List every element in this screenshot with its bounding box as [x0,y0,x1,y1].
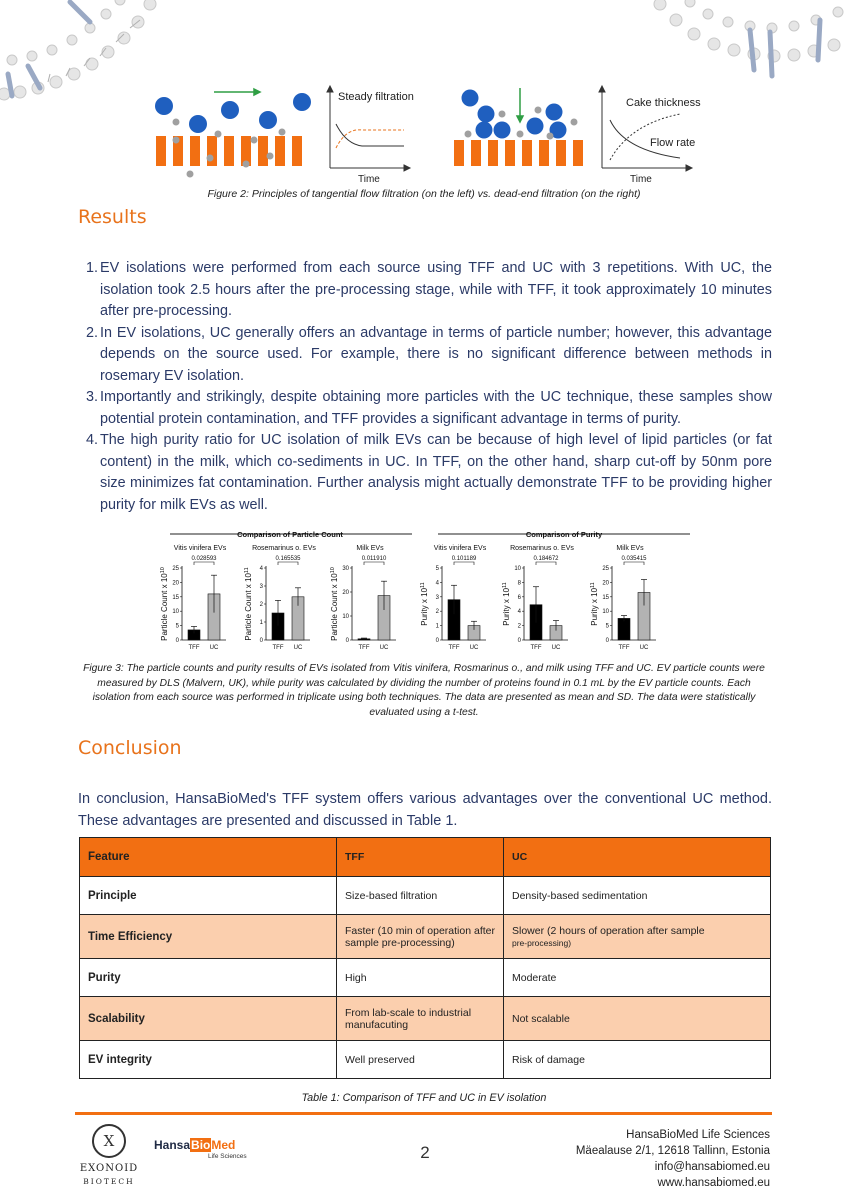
figure3-charts [160,528,700,660]
tick-label: 10 [602,609,609,616]
y-axis-label-exponent: 11 [590,582,596,588]
hansa-name-left: Hansa [154,1138,191,1152]
uc-cell [504,915,771,959]
tick-label: 0 [175,638,179,644]
exonoid-name: EXONOID [79,1163,139,1174]
exonoid-sub: BIOTECH [83,1177,135,1186]
category-label: UC [293,645,303,651]
footer-email[interactable]: info@hansabiomed.eu [654,1161,770,1173]
flow-arrow-horizontal [214,89,260,95]
table-row [80,877,771,915]
y-axis-label: Particle Count x $10^{10}$ [160,567,169,641]
tick-label: 5 [175,623,179,630]
tick-label: 5 [435,566,439,572]
table-row [80,1041,771,1079]
p-value-label: 0.035415 [621,556,647,562]
tick-label: 1 [435,623,439,630]
results-title: Results [78,206,147,228]
y-axis-label: Particle Count x $10^{10}$ [330,567,339,641]
chart-title: Milk EVs [356,545,384,552]
tick-label: 15 [172,594,179,601]
tick-label: 0 [345,638,349,644]
list-text: The high purity ratio for UC isolation of milk EVs can be because of high level of lipid particles (or fat content) in the milk, which co-sediments in UC. In TFF, on the other hand, sharp cut-off by 50nm pore size minimizes fat contamination. Further analysis might actually demonstrate TFF to be providing higher purity for milk EVs as well. [100,432,772,513]
tff-cell: High [337,959,504,997]
hansabiomed-logo [154,1138,254,1174]
tick-label: 2 [517,623,521,630]
figure2-schematic [150,84,710,186]
footer-divider [75,1112,772,1115]
tick-label: 4 [517,609,521,616]
tick-label: 0 [435,638,439,644]
p-value-label: 0.101189 [451,556,477,562]
p-value-label: 0.165535 [275,556,301,562]
significance-bracket [278,562,298,565]
feature-cell: Scalability [80,997,337,1041]
feature-cell: Purity [80,959,337,997]
footer-company: HansaBioMed Life Sciences [626,1129,770,1141]
chart-title: Vitis vinifera EVs [433,545,487,552]
list-text: Importantly and strikingly, despite obtaining more particles with the UC technique, these samples show potential protein contamination, and TFF provides a significant advantage in terms of purity. [100,389,772,427]
category-label: TFF [272,645,284,651]
tick-label: 25 [172,566,179,572]
list-item [86,430,772,516]
tick-label: 6 [517,594,521,601]
category-label: TFF [530,645,542,651]
bar [618,618,630,640]
y-axis-label-exponent: 11 [502,582,508,588]
category-label: UC [379,645,389,651]
list-number: 2. [86,324,99,341]
tick-label: 20 [342,590,349,596]
list-item [86,387,772,430]
tff-cell: Size-based filtration [337,877,504,915]
table-caption: Table 1: Comparison of TFF and UC in EV isolation [301,1092,547,1104]
exonoid-mark: X [92,1124,126,1158]
figure3-caption: Figure 3: The particle counts and purity results of EVs isolated from Vitis vinifera, Rosmarinus o., and milk using TFF and UC. EV particle counts were measured by DLS (Malvern, UK), while purity was calculated by dividing the number of proteins found in 0.1 mL by the EV particle counts. Each isolation from each source was performed in triplicate using both techniques. The data are presented as mean and SD. The data were statistically evaluated using a t-test. [83,663,765,718]
left-time-label: Time [358,174,380,185]
feature-cell: Time Efficiency [80,915,337,959]
chart-title: Rosemarinus o. EVs [510,545,574,552]
tick-label: 0 [259,638,263,644]
header-feature: Feature [80,838,337,877]
hansa-name-mid: Bio [191,1138,211,1152]
header-uc: UC [504,838,771,877]
chart-title: Milk EVs [616,545,644,552]
tick-label: 8 [517,580,521,587]
category-label: UC [639,645,649,651]
feature-cell: Principle [80,877,337,915]
category-label: UC [469,645,479,651]
uc-cell: Moderate [504,959,771,997]
flow-arrow-vertical [517,88,523,122]
tick-label: 4 [435,580,439,587]
page-number: 2 [420,1143,430,1162]
right-time-label: Time [630,174,652,185]
flow-rate-label: Flow rate [650,137,696,149]
list-number: 3. [86,389,99,405]
p-value-label: 0.184672 [533,556,559,562]
list-number: 4. [86,432,99,448]
cake-thickness-label: Cake thickness [626,97,701,109]
significance-bracket [624,562,644,565]
y-axis-label-exponent: 11 [244,567,250,574]
category-label: UC [209,645,219,651]
list-item [86,258,772,323]
category-label: UC [551,645,561,651]
uc-cell: Not scalable [504,997,771,1041]
category-label: TFF [188,645,200,651]
tick-label: 0 [517,638,521,644]
list-item [86,323,772,388]
p-value-label: 0.011910 [361,556,387,562]
y-axis-label: Purity x $10^{11}$ [590,582,599,626]
tick-label: 2 [435,609,439,616]
list-text: EV isolations were performed from each source using TFF and UC with 3 repetitions. With UC, the isolation took 2.5 hours after the pre-processing stage, while with TFF, it took approximately 10 minutes after pre-processing. [100,260,772,319]
results-list [86,258,772,516]
membrane-decoration-left [0,0,160,140]
group-title-count: Comparison of Particle Count [237,530,343,539]
table-row [80,959,771,997]
tick-label: 1 [259,620,263,626]
y-axis-label: Purity x $10^{11}$ [502,582,511,626]
footer-address: Mäealause 2/1, 12618 Tallinn, Estonia [575,1145,770,1157]
hansa-sub: Life Sciences [208,1153,247,1160]
significance-bracket [364,562,384,565]
category-label: TFF [448,645,460,651]
steady-filtration-label: Steady filtration [338,91,414,103]
category-label: TFF [358,645,370,651]
table-header-row [80,838,771,877]
uc-text-small: pre-processing) [512,937,572,948]
tff-cell: From lab-scale to industrial manufacuting [337,997,504,1041]
tick-label: 20 [172,580,179,587]
exonoid-logo [78,1124,140,1194]
chart-title: Rosemarinus o. EVs [252,545,316,552]
y-axis-label-exponent: 11 [420,582,426,588]
significance-bracket [194,562,214,565]
tick-label: 10 [172,609,179,616]
tff-cell: Faster (10 min of operation after sample pre-processing) [337,915,504,959]
feature-cell: EV integrity [80,1041,337,1079]
group-title-purity: Comparison of Purity [525,530,603,539]
membrane-decoration-right [650,0,848,90]
uc-text: Slower (2 hours of operation after sample [512,924,705,937]
p-value-label: 0.028593 [191,556,217,562]
tff-cell: Well preserved [337,1041,504,1079]
tick-label: 10 [514,566,521,572]
tick-label: 10 [342,614,349,620]
conclusion-text: In conclusion, HansaBioMed's TFF system offers various advantages over the conventional UC method. These advantages are presented and discussed in Table 1. [78,791,772,829]
table-row [80,997,771,1041]
tick-label: 4 [259,566,263,572]
figure2-caption: Figure 2: Principles of tangential flow filtration (on the left) vs. dead-end filtration (on the right) [207,188,641,200]
tick-label: 30 [342,566,349,572]
header-tff: TFF [337,838,504,877]
tick-label: 2 [259,602,263,608]
tick-label: 20 [602,580,609,587]
category-label: TFF [618,645,630,651]
conclusion-title: Conclusion [78,737,182,759]
y-axis-label-exponent: 10 [330,567,336,574]
footer-contact [576,1127,770,1191]
chart-title: Vitis vinifera EVs [173,545,227,552]
y-axis-label: Purity x $10^{11}$ [420,582,429,626]
footer-website[interactable]: www.hansabiomed.eu [657,1177,770,1189]
uc-cell: Density-based sedimentation [504,877,771,915]
tick-label: 25 [602,566,609,572]
significance-bracket [454,562,474,565]
tick-label: 3 [259,584,263,590]
comparison-table [79,837,771,1079]
table-row [80,915,771,959]
tick-label: 0 [605,638,609,644]
list-number: 1. [86,260,99,276]
uc-cell: Risk of damage [504,1041,771,1079]
deadend-membrane [454,140,583,166]
tick-label: 3 [435,594,439,601]
tick-label: 15 [602,594,609,601]
y-axis-label: Particle Count x $10^{11}$ [244,567,253,641]
tick-label: 5 [605,623,609,630]
significance-bracket [536,562,556,565]
y-axis-label-exponent: 10 [160,567,166,574]
hansa-name-right: Med [211,1138,236,1152]
list-text: In EV isolations, UC generally offers an advantage in terms of particle number; however, this advantage depends on the source used. For example, there is no significant difference between methods in rosemary EV isolation. [100,324,772,384]
